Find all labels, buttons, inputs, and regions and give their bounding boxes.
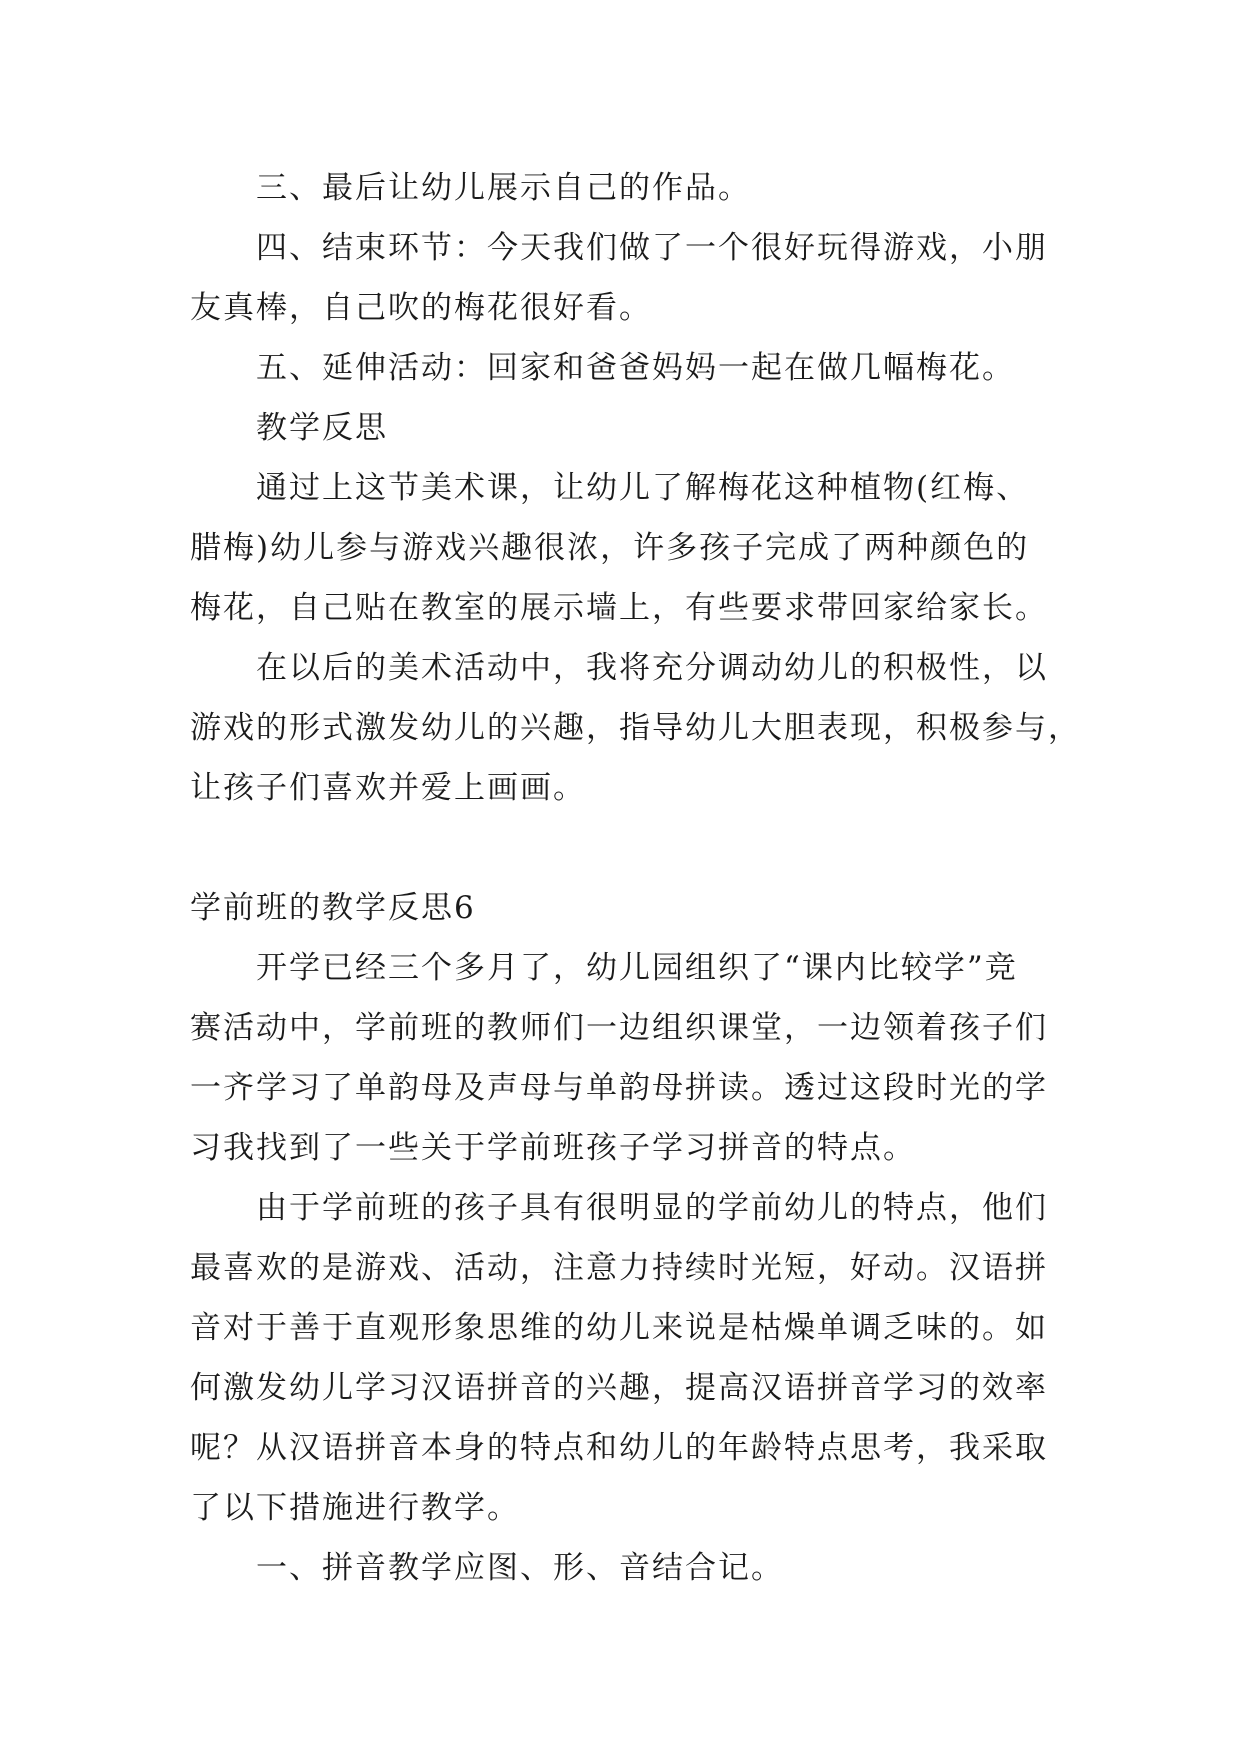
paragraph-line: 友真棒，自己吹的梅花很好看。	[190, 290, 652, 326]
paragraph-line: 习我找到了一些关于学前班孩子学习拼音的特点。	[190, 1130, 916, 1166]
paragraph-line: 了以下措施进行教学。	[190, 1490, 520, 1526]
paragraph-line: 五、延伸活动：回家和爸爸妈妈一起在做几幅梅花。	[256, 350, 1015, 386]
document-page	[190, 158, 1081, 1598]
paragraph-line: 三、最后让幼儿展示自己的作品。	[256, 170, 751, 206]
paragraph-line: 梅花，自己贴在教室的展示墙上，有些要求带回家给家长。	[190, 590, 1048, 626]
paragraph-line: 何激发幼儿学习汉语拼音的兴趣，提高汉语拼音学习的效率	[190, 1370, 1048, 1406]
paragraph-line: 开学已经三个多月了，幼儿园组织了“课内比较学”竞	[256, 950, 1018, 986]
section-title: 学前班的教学反思6	[190, 890, 476, 926]
paragraph-line: 最喜欢的是游戏、活动，注意力持续时光短，好动。汉语拼	[190, 1250, 1048, 1286]
subheading: 教学反思	[256, 410, 388, 446]
paragraph-line: 让孩子们喜欢并爱上画画。	[190, 770, 586, 806]
paragraph-line: 通过上这节美术课，让幼儿了解梅花这种植物(红梅、	[256, 470, 1030, 506]
paragraph-line: 四、结束环节：今天我们做了一个很好玩得游戏，小朋	[256, 230, 1048, 266]
paragraph-line: 呢？从汉语拼音本身的特点和幼儿的年龄特点思考，我采取	[190, 1430, 1048, 1466]
paragraph-line: 游戏的形式激发幼儿的兴趣，指导幼儿大胆表现，积极参与，	[190, 710, 1081, 746]
paragraph-line: 音对于善于直观形象思维的幼儿来说是枯燥单调乏味的。如	[190, 1310, 1048, 1346]
paragraph-line: 由于学前班的孩子具有很明显的学前幼儿的特点，他们	[256, 1190, 1048, 1226]
paragraph-line: 赛活动中，学前班的教师们一边组织课堂，一边领着孩子们	[190, 1010, 1048, 1046]
paragraph-line: 一齐学习了单韵母及声母与单韵母拼读。透过这段时光的学	[190, 1070, 1048, 1106]
paragraph-line: 在以后的美术活动中，我将充分调动幼儿的积极性，以	[256, 650, 1048, 686]
paragraph-line: 腊梅)幼儿参与游戏兴趣很浓，许多孩子完成了两种颜色的	[190, 530, 1030, 566]
paragraph-line: 一、拼音教学应图、形、音结合记。	[256, 1550, 784, 1586]
